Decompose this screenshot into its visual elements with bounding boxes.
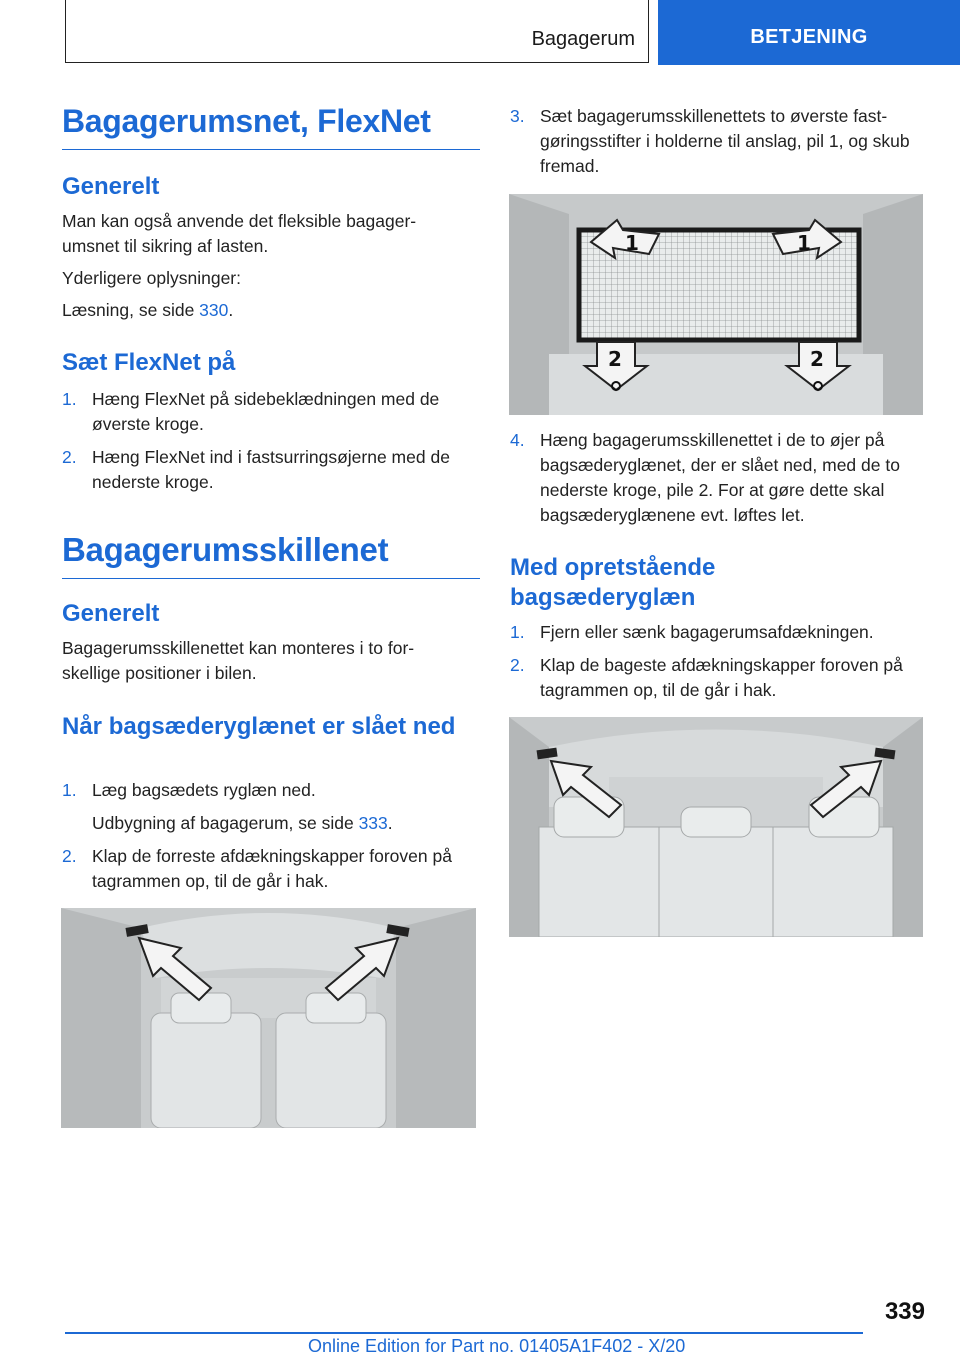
header-chapter-tab[interactable]: BETJENING: [658, 0, 960, 65]
list-number: 2.: [510, 655, 525, 675]
list-step-3: [510, 104, 924, 179]
list-text: Sæt bagagerumsskillenettets to øverste fast- gøringsstifter i holderne til anslag, pil 1, og skub fremad.: [540, 106, 910, 176]
heading-skillenet: Bagagerumsskillenet: [62, 532, 480, 579]
arrow-label-2-right: 2: [810, 347, 824, 371]
list-saet-flexnet: [62, 387, 480, 495]
list-text: Klap de forreste afdækningskapper foroven på tagrammen op, til de går i hak.: [92, 846, 452, 891]
list-number: 1.: [62, 389, 77, 409]
paragraph-skillenet-intro: Bagagerumsskillenettet kan monteres i to for- skellige positioner i bilen.: [62, 638, 415, 683]
list-number: 4.: [510, 430, 525, 450]
list-number: 2.: [62, 846, 77, 866]
footer-divider: [65, 1332, 863, 1334]
page-link-333[interactable]: 333: [358, 813, 388, 833]
footer-edition[interactable]: Online Edition for Part no. 01405A1F402 - X/20: [308, 1336, 686, 1356]
paragraph-flexnet-intro: Man kan også anvende det fleksible bagager- umsnet til sikring af lasten.: [62, 211, 417, 256]
list-item: [62, 445, 480, 495]
net-illustration: [509, 194, 923, 415]
list-text: Hæng FlexNet på sidebeklædningen med de øverste kroge.: [92, 389, 440, 434]
list-text: Klap de bageste afdækningskapper foroven på tagrammen op, til de går i hak.: [540, 655, 903, 700]
trunk-illustration: [61, 908, 476, 1128]
list-step-4: [510, 428, 924, 528]
arrow-label-1-right: 1: [797, 231, 811, 255]
ref-prefix: Læsning, se side: [62, 300, 200, 320]
paragraph-reading-ref: [62, 298, 233, 323]
list-number: 1.: [62, 780, 77, 800]
list-text: Hæng bagagerumsskillenettet i de to øjer på bagsæderyglænet, der er slået ned, med de to nederste kroge, pile 2. For at gøre dette skal bagsæderyglænene evt. løftes let.: [540, 430, 900, 525]
list-item: [510, 620, 924, 645]
list-item: [510, 104, 924, 179]
list-text: Læg bagsædets ryglæn ned.: [92, 780, 316, 800]
page-number: 339: [884, 1298, 925, 1325]
arrow-label-2-left: 2: [608, 347, 622, 371]
list-item: [62, 778, 480, 803]
trunk-image-net: [509, 194, 923, 415]
heading-generelt-1: Generelt: [62, 173, 160, 200]
list-subitem: [62, 811, 480, 836]
heading-saet-flexnet: Sæt FlexNet på: [62, 349, 236, 376]
page-link-330[interactable]: 330: [199, 300, 229, 320]
list-number: 3.: [510, 106, 525, 126]
trunk-image-rear-caps: [509, 717, 923, 937]
ref-suffix: .: [228, 300, 234, 320]
list-text: Fjern eller sænk bagagerumsafdækningen.: [540, 622, 874, 642]
list-number: 2.: [62, 447, 77, 467]
list-item: [510, 653, 924, 703]
list-number: 1.: [510, 622, 525, 642]
arrow-label-1-left: 1: [625, 231, 639, 255]
paragraph-more-info: Yderligere oplysninger:: [62, 268, 241, 288]
heading-flexnet: Bagagerumsnet, FlexNet: [62, 104, 480, 150]
list-naar-nede: [62, 778, 480, 894]
list-med-opretstaaende: [510, 620, 924, 703]
upright-seats-illustration: [509, 717, 923, 937]
ref-prefix: Udbygning af bagagerum, se side: [92, 813, 359, 833]
ref-suffix: .: [387, 813, 393, 833]
heading-med-opretstaaende: Med opretstående bagsæderyglæn: [510, 554, 716, 611]
list-item: [510, 428, 924, 528]
heading-naar-nede: Når bagsæderyglænet er slået ned: [62, 713, 456, 740]
trunk-image-front-caps: [61, 908, 476, 1128]
list-text: Hæng FlexNet ind i fastsurringsøjerne med de nederste kroge.: [92, 447, 450, 492]
header-section-title: Bagagerum: [531, 28, 635, 50]
list-item: [62, 844, 480, 894]
list-item: [62, 387, 480, 437]
heading-generelt-2: Generelt: [62, 600, 160, 627]
